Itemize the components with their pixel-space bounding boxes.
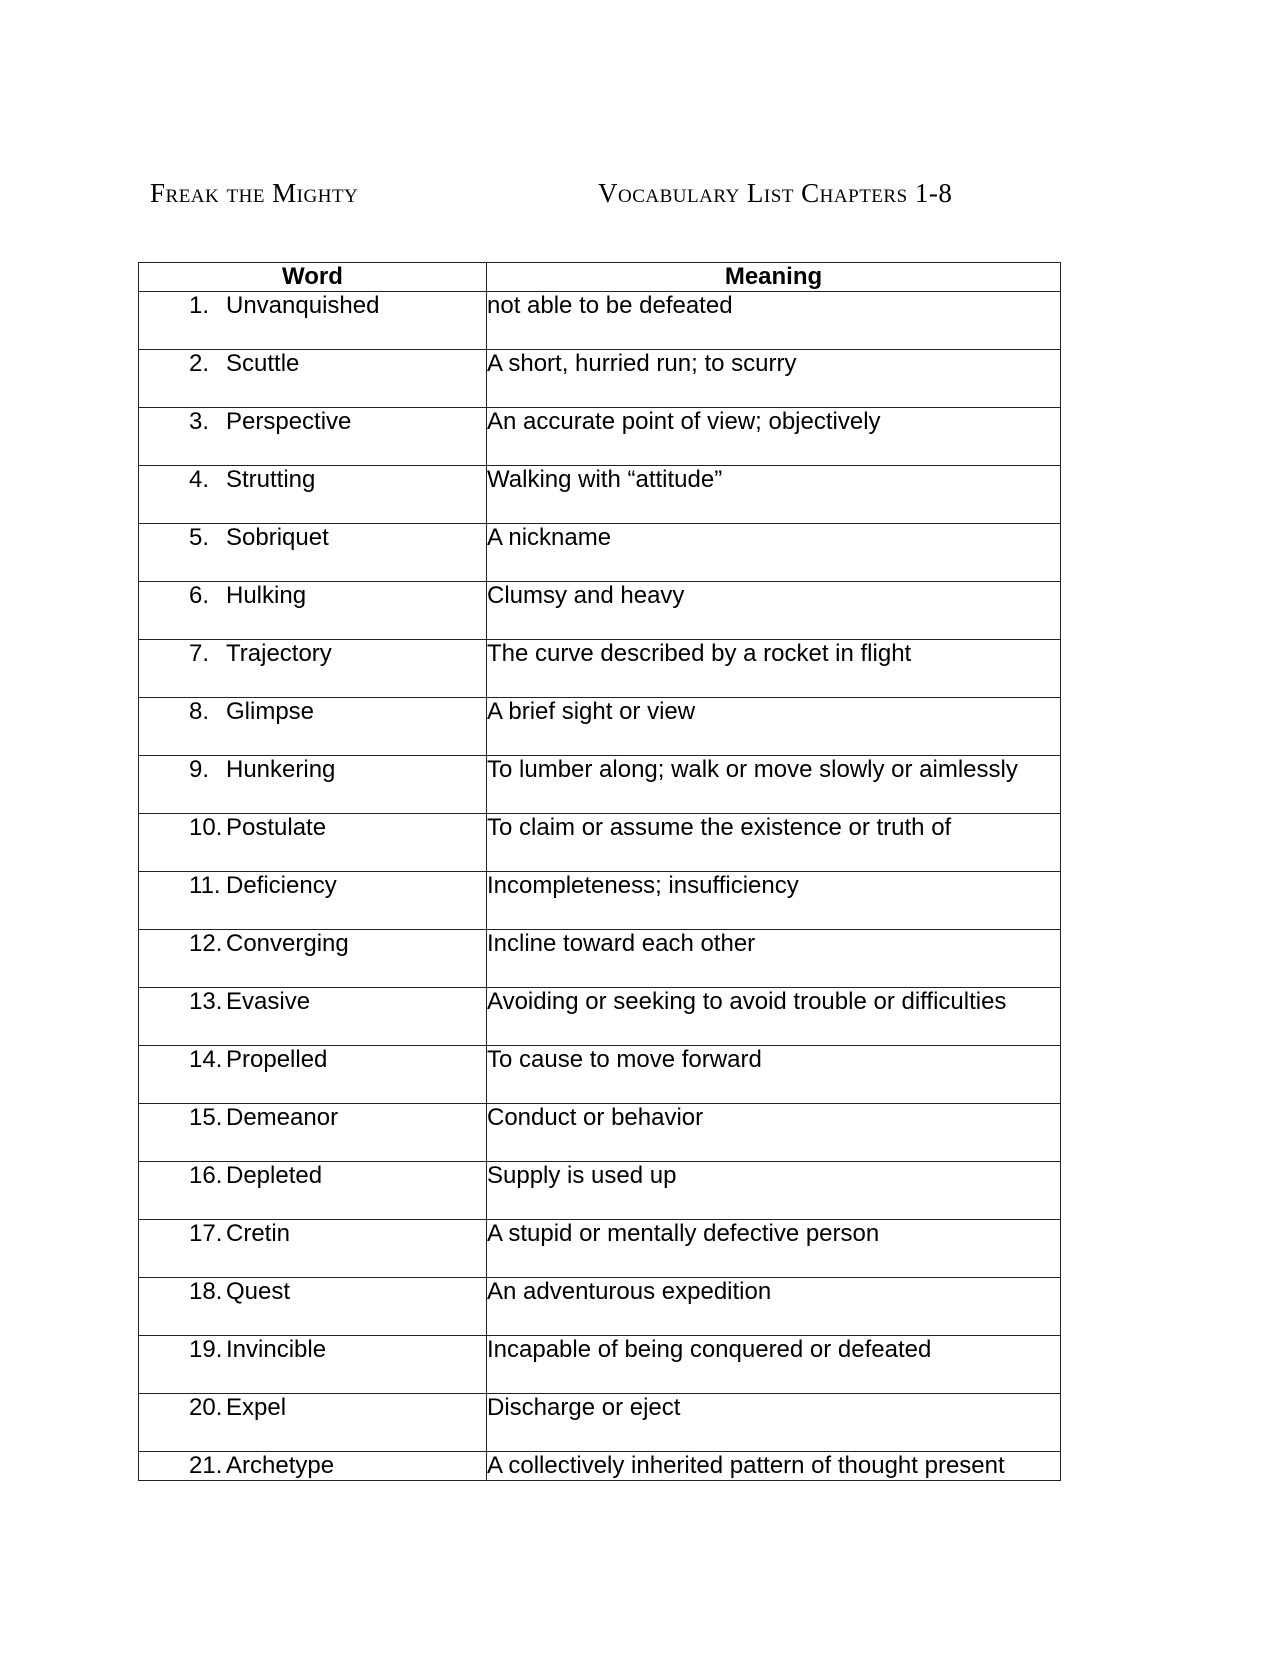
word-number: 18.	[189, 1278, 223, 1305]
meaning-cell: An accurate point of view; objectively	[487, 408, 1061, 466]
meaning-cell: not able to be defeated	[487, 292, 1061, 350]
word-cell	[139, 930, 487, 988]
word-entry	[139, 756, 486, 784]
word-number: 12.	[189, 930, 223, 957]
vocabulary-word: Postulate	[226, 814, 327, 841]
vocabulary-word: Quest	[226, 1278, 291, 1305]
meaning-cell: Walking with “attitude”	[487, 466, 1061, 524]
word-cell	[139, 408, 487, 466]
word-cell	[139, 814, 487, 872]
word-number: 19.	[189, 1336, 223, 1363]
word-entry	[139, 1278, 486, 1306]
table-row	[139, 1278, 1061, 1336]
vocabulary-table	[138, 262, 1061, 1481]
vocabulary-word: Invincible	[226, 1336, 327, 1363]
word-entry	[139, 582, 486, 610]
table-row	[139, 466, 1061, 524]
word-entry	[139, 1162, 486, 1190]
word-number: 20.	[189, 1394, 223, 1421]
document-title: Freak the Mighty	[150, 178, 359, 208]
document-subtitle: Vocabulary List Chapters 1-8	[598, 178, 953, 208]
word-entry	[139, 1104, 486, 1132]
table-row	[139, 1394, 1061, 1452]
vocabulary-word: Archetype	[226, 1452, 335, 1479]
meaning-cell: The curve described by a rocket in flight	[487, 640, 1061, 698]
vocabulary-word: Deficiency	[226, 872, 337, 899]
meaning-cell: To cause to move forward	[487, 1046, 1061, 1104]
word-number: 1.	[189, 292, 210, 319]
word-cell	[139, 524, 487, 582]
word-number: 8.	[189, 698, 210, 725]
meaning-cell: To lumber along; walk or move slowly or aimlessly	[487, 756, 1061, 814]
table-header-row	[139, 263, 1061, 292]
meaning-cell: Discharge or eject	[487, 1394, 1061, 1452]
word-cell	[139, 292, 487, 350]
table-row	[139, 814, 1061, 872]
word-cell	[139, 466, 487, 524]
word-cell	[139, 1162, 487, 1220]
table-row	[139, 1452, 1061, 1481]
word-number: 10.	[189, 814, 223, 841]
word-number: 17.	[189, 1220, 223, 1247]
vocabulary-word: Hulking	[226, 582, 307, 609]
meaning-cell: A short, hurried run; to scurry	[487, 350, 1061, 408]
word-entry	[139, 1336, 486, 1364]
meaning-cell: Incline toward each other	[487, 930, 1061, 988]
table-row	[139, 872, 1061, 930]
meaning-cell: To claim or assume the existence or truth of	[487, 814, 1061, 872]
word-number: 9.	[189, 756, 210, 783]
vocabulary-word: Trajectory	[226, 640, 332, 667]
word-number: 5.	[189, 524, 210, 551]
meaning-cell: Clumsy and heavy	[487, 582, 1061, 640]
word-cell	[139, 872, 487, 930]
table-body	[139, 292, 1061, 1481]
vocabulary-word: Evasive	[226, 988, 311, 1015]
vocabulary-word: Unvanquished	[226, 292, 380, 319]
word-cell	[139, 988, 487, 1046]
meaning-cell: Conduct or behavior	[487, 1104, 1061, 1162]
vocabulary-word: Cretin	[226, 1220, 291, 1247]
meaning-cell: A stupid or mentally defective person	[487, 1220, 1061, 1278]
vocabulary-word: Perspective	[226, 408, 352, 435]
word-number: 2.	[189, 350, 210, 377]
vocabulary-word: Expel	[226, 1394, 287, 1421]
table-row	[139, 350, 1061, 408]
word-entry	[139, 1220, 486, 1248]
word-entry	[139, 1452, 486, 1480]
meaning-cell: A brief sight or view	[487, 698, 1061, 756]
table-row	[139, 698, 1061, 756]
meaning-cell: A nickname	[487, 524, 1061, 582]
word-entry	[139, 814, 486, 842]
word-number: 11.	[189, 872, 221, 899]
vocabulary-word: Demeanor	[226, 1104, 339, 1131]
word-number: 6.	[189, 582, 210, 609]
meaning-cell: Incapable of being conquered or defeated	[487, 1336, 1061, 1394]
vocabulary-word: Strutting	[226, 466, 316, 493]
meaning-cell: Avoiding or seeking to avoid trouble or difficulties	[487, 988, 1061, 1046]
vocabulary-word: Glimpse	[226, 698, 315, 725]
word-entry	[139, 1046, 486, 1074]
word-cell	[139, 1220, 487, 1278]
word-entry	[139, 1394, 486, 1422]
word-entry	[139, 524, 486, 552]
table-row	[139, 756, 1061, 814]
meaning-cell: An adventurous expedition	[487, 1278, 1061, 1336]
table-row	[139, 1162, 1061, 1220]
word-cell	[139, 640, 487, 698]
vocabulary-word: Scuttle	[226, 350, 300, 377]
column-header-word: Word	[139, 263, 487, 292]
table-row	[139, 524, 1061, 582]
table-row	[139, 930, 1061, 988]
word-entry	[139, 698, 486, 726]
table-row	[139, 1220, 1061, 1278]
meaning-cell: Incompleteness; insufficiency	[487, 872, 1061, 930]
word-cell	[139, 350, 487, 408]
column-header-meaning: Meaning	[487, 263, 1061, 292]
word-cell	[139, 582, 487, 640]
word-entry	[139, 988, 486, 1016]
word-entry	[139, 640, 486, 668]
word-entry	[139, 292, 486, 320]
table-row	[139, 292, 1061, 350]
word-number: 4.	[189, 466, 210, 493]
vocabulary-word: Depleted	[226, 1162, 323, 1189]
vocabulary-word: Hunkering	[226, 756, 336, 783]
table-row	[139, 1104, 1061, 1162]
word-cell	[139, 1278, 487, 1336]
word-cell	[139, 1394, 487, 1452]
word-number: 16.	[189, 1162, 223, 1189]
table-row	[139, 988, 1061, 1046]
word-entry	[139, 408, 486, 436]
word-number: 15.	[189, 1104, 223, 1131]
word-cell	[139, 1336, 487, 1394]
table-row	[139, 1046, 1061, 1104]
word-cell	[139, 1452, 487, 1481]
word-number: 14.	[189, 1046, 223, 1073]
vocabulary-word: Converging	[226, 930, 349, 957]
table-row	[139, 1336, 1061, 1394]
table-row	[139, 640, 1061, 698]
word-number: 13.	[189, 988, 223, 1015]
word-cell	[139, 1104, 487, 1162]
word-number: 3.	[189, 408, 210, 435]
vocabulary-word: Sobriquet	[226, 524, 329, 551]
vocabulary-word: Propelled	[226, 1046, 328, 1073]
word-entry	[139, 350, 486, 378]
word-entry	[139, 872, 486, 900]
word-number: 21.	[189, 1452, 223, 1479]
meaning-cell: Supply is used up	[487, 1162, 1061, 1220]
word-number: 7.	[189, 640, 210, 667]
word-cell	[139, 698, 487, 756]
word-cell	[139, 1046, 487, 1104]
meaning-cell: A collectively inherited pattern of thought present	[487, 1452, 1061, 1481]
table-row	[139, 582, 1061, 640]
table-row	[139, 408, 1061, 466]
word-cell	[139, 756, 487, 814]
word-entry	[139, 466, 486, 494]
word-entry	[139, 930, 486, 958]
